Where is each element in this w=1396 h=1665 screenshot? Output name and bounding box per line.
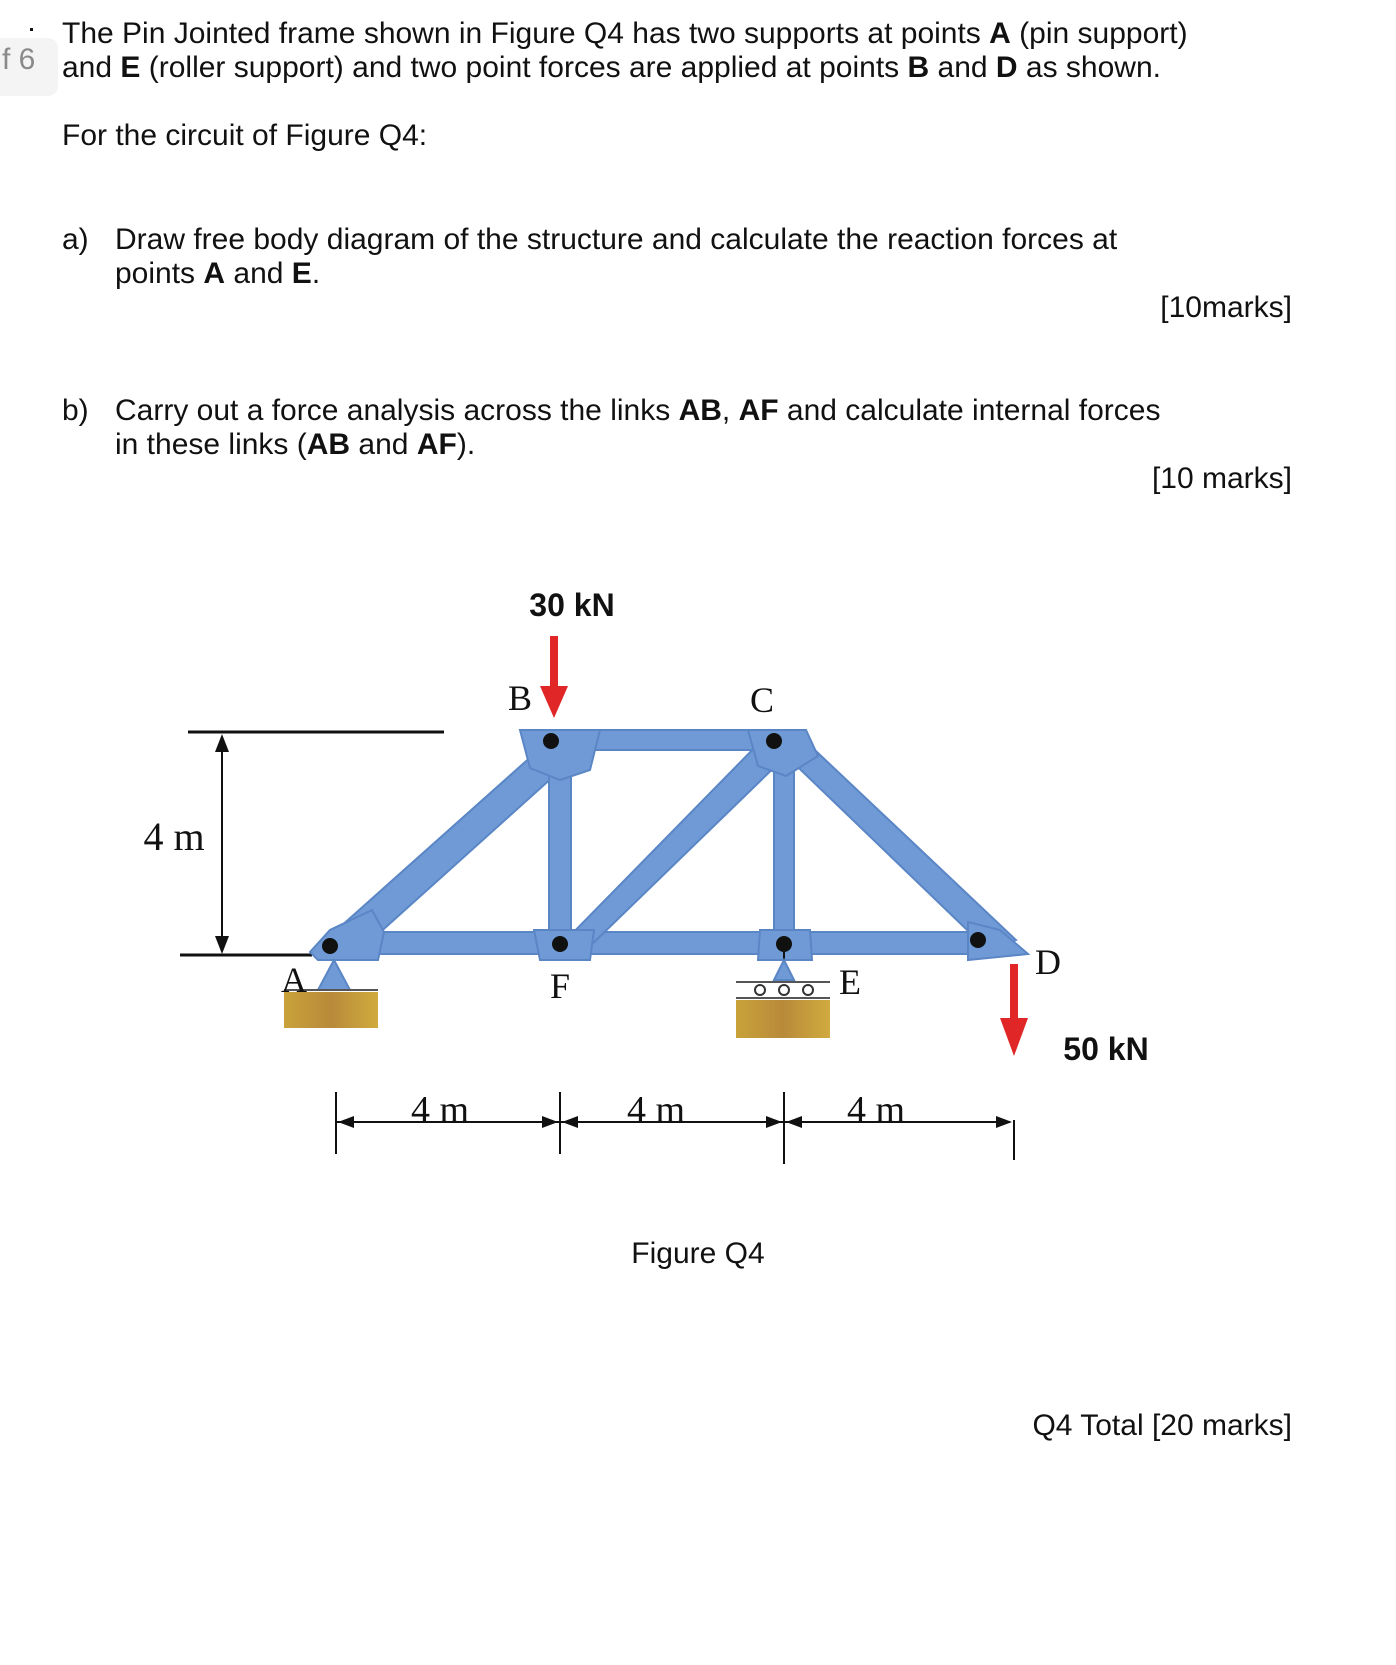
pin-b <box>543 733 559 749</box>
part-a-label: a) <box>62 223 89 256</box>
load-d <box>1000 964 1149 1067</box>
node-label-b: B <box>507 678 533 718</box>
part-a-line-2 <box>115 256 320 292</box>
point-e-ref: E <box>120 51 141 84</box>
arrow-left-icon <box>338 1116 354 1128</box>
arrow-right-icon <box>766 1116 782 1128</box>
roller-wheel-icon <box>755 985 765 995</box>
arrow-right-icon <box>542 1116 558 1128</box>
span-label-af: 4 m <box>410 1089 470 1131</box>
arrow-down-icon <box>215 936 229 954</box>
roller-triangle-icon <box>774 960 794 980</box>
link-ab-ref: AB <box>306 428 351 461</box>
node-label-c: C <box>749 680 775 720</box>
member-cd <box>778 736 1016 952</box>
pin-f <box>552 936 568 952</box>
load-b <box>529 587 614 718</box>
part-a-text: and <box>225 257 292 290</box>
link-ab-ref: AB <box>678 394 722 427</box>
load-b-label: 30 kN <box>529 587 615 623</box>
roller-support-e <box>736 952 830 1038</box>
load-d-label: 50 kN <box>1063 1031 1149 1067</box>
span-label-ed: 4 m <box>846 1089 906 1131</box>
roller-wheel-icon <box>779 985 789 995</box>
support-triangle-icon <box>318 960 350 990</box>
pin-c <box>766 733 782 749</box>
arrow-right-icon <box>996 1116 1012 1128</box>
gusset-a <box>310 910 384 960</box>
part-a-text: . <box>311 257 321 290</box>
node-label-a: A <box>281 960 307 1000</box>
part-b-line-1 <box>115 393 1160 429</box>
part-b-text: Carry out a force analysis across the links <box>115 394 679 427</box>
page-tab <box>0 38 58 96</box>
point-a-ref: A <box>989 17 1011 50</box>
point-b-ref: B <box>907 51 930 84</box>
height-dimension <box>143 732 444 955</box>
margin-mark <box>30 28 33 31</box>
part-b-text: ). <box>456 428 476 461</box>
pin-d <box>970 932 986 948</box>
member-bottom-chord <box>330 932 1000 954</box>
part-b-text: , <box>721 394 739 427</box>
part-b-label: b) <box>62 394 89 427</box>
intro-text: (roller support) and two point forces are applied at points <box>140 51 908 84</box>
support-base-e <box>736 1000 830 1038</box>
intro-line-2 <box>62 50 1161 86</box>
arrow-down-icon <box>1000 1018 1028 1056</box>
truss-members <box>330 730 1016 954</box>
truss-figure <box>0 580 1396 1230</box>
link-af-ref: AF <box>416 428 457 461</box>
point-e-ref: E <box>291 257 312 290</box>
node-label-f: F <box>549 966 571 1006</box>
figure-caption: Figure Q4 <box>631 1237 765 1270</box>
member-fc <box>562 738 786 950</box>
node-label-e: E <box>839 962 861 1002</box>
arrow-left-icon <box>786 1116 802 1128</box>
arrow-left-icon <box>562 1116 578 1128</box>
question-total: Q4 Total [20 marks] <box>1032 1409 1292 1442</box>
prompt: For the circuit of Figure Q4: <box>62 119 428 152</box>
height-dimension-label: 4 m <box>143 814 205 859</box>
link-af-ref: AF <box>738 394 779 427</box>
part-b-line-2 <box>115 427 475 463</box>
part-b-marks: [10 marks] <box>1151 462 1292 495</box>
intro-text: as shown. <box>1017 51 1161 84</box>
arrow-down-icon <box>540 686 568 718</box>
part-a-line-1: Draw free body diagram of the structure and calculate the reaction forces at <box>115 223 1118 256</box>
arrow-up-icon <box>215 734 229 752</box>
node-label-d: D <box>1035 942 1061 982</box>
part-b-text: in these links ( <box>115 428 307 461</box>
part-a-marks: [10marks] <box>1160 291 1292 324</box>
intro-text: (pin support) <box>1010 17 1188 50</box>
point-a-ref: A <box>203 257 226 290</box>
pin-e <box>776 936 792 952</box>
span-labels <box>411 1089 905 1131</box>
span-label-fe: 4 m <box>626 1089 686 1131</box>
part-a-text: points <box>115 257 204 290</box>
intro-text: and <box>929 51 996 84</box>
roller-wheel-icon <box>803 985 813 995</box>
part-b-text: and <box>350 428 417 461</box>
part-b-text: and calculate internal forces <box>778 394 1161 427</box>
point-d-ref: D <box>995 51 1018 84</box>
page-tab-label: f 6 <box>2 43 36 76</box>
intro-text: and <box>62 51 121 84</box>
intro-text: The Pin Jointed frame shown in Figure Q4 has two supports at points <box>62 17 990 50</box>
truss-diagram <box>0 580 1396 1230</box>
intro-line-1 <box>62 16 1188 52</box>
pin-a <box>322 938 338 954</box>
